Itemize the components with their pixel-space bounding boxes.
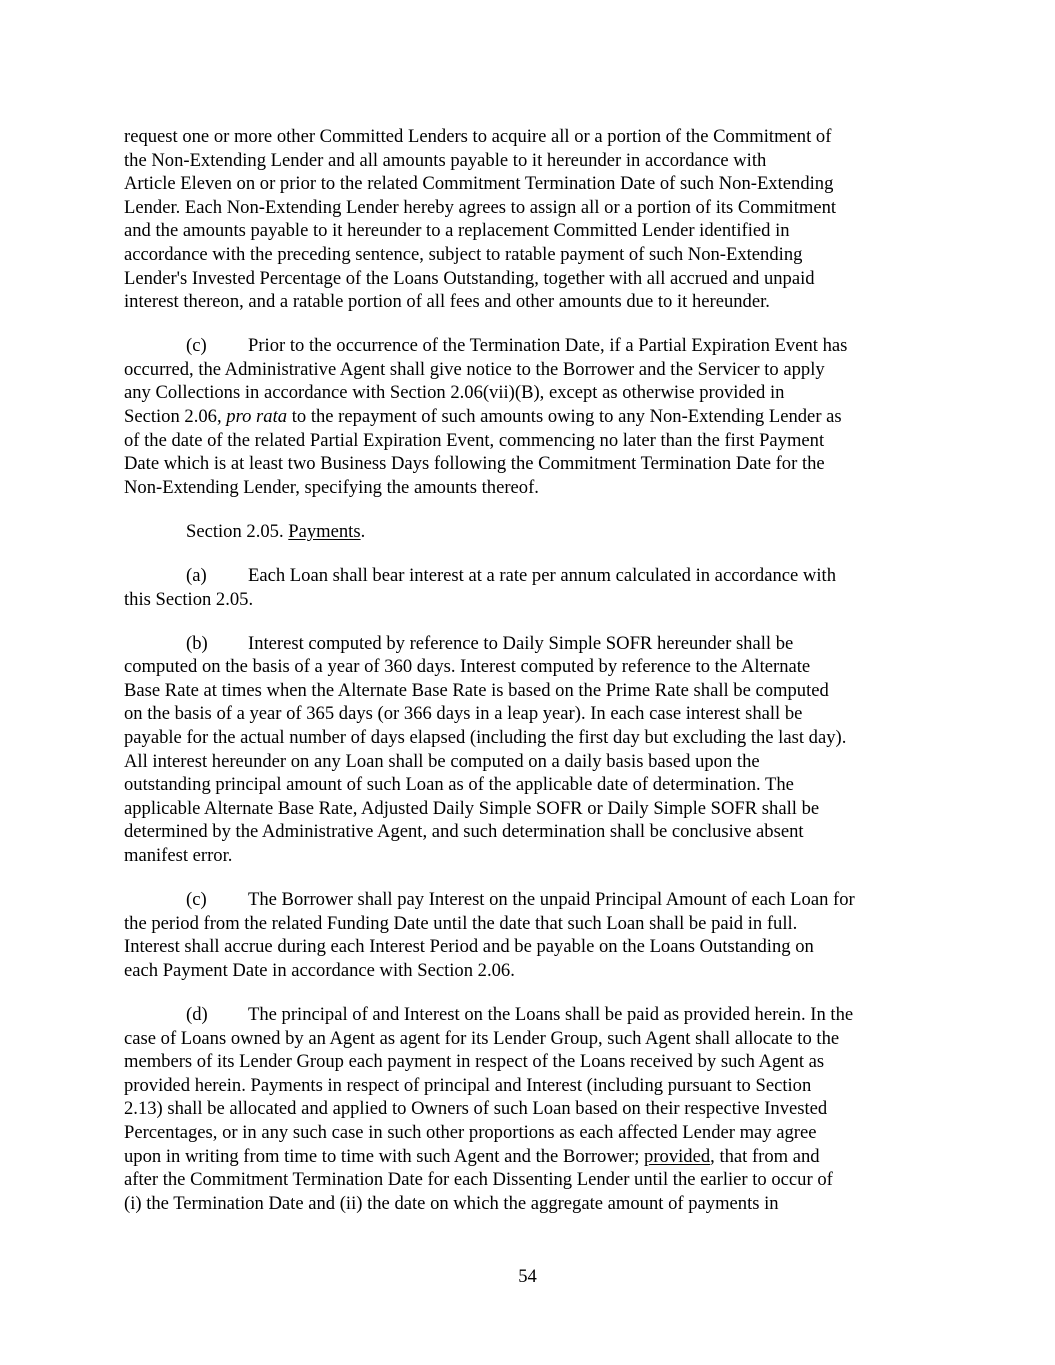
text-line: members of its Lender Group each payment in respect of the Loans received by such Agent as [124,1051,825,1073]
provided-term: provided [644,1145,711,1167]
text-line: on the basis of a year of 365 days (or 366 days in a leap year). In each case interest shall be [124,703,803,725]
text-line [124,632,932,656]
text-line [124,520,932,544]
text-line: All interest hereunder on any Loan shall be computed on a daily basis based upon the [124,750,760,772]
section-heading [124,520,932,544]
text-line: Percentages, or in any such case in such other proportions as each affected Lender may agree [124,1121,817,1143]
text-line: occurred, the Administrative Agent shall give notice to the Borrower and the Servicer to apply [124,358,825,380]
text-line [124,334,932,358]
paragraph-c [124,888,932,982]
text-line: Lender. Each Non-Extending Lender hereby agrees to assign all or a portion of its Commitment [124,196,837,218]
paragraph-marker: (d) [186,1004,208,1025]
section-number: Section 2.05. [186,520,289,542]
text-run: Prior to the occurrence of the Termination Date, if a Partial Expiration Event has [248,335,848,357]
continuation-paragraph [124,125,932,314]
text-line: accordance with the preceding sentence, subject to ratable payment of such Non-Extending [124,243,803,265]
text-line: this Section 2.05. [124,588,254,610]
paragraph-d [124,1003,932,1215]
text-line: manifest error. [124,845,233,867]
text-line: Article Eleven on or prior to the related Commitment Termination Date of such Non-Extending [124,173,834,195]
text-run: Each Loan shall bear interest at a rate per annum calculated in accordance with [248,565,836,586]
text-run: The principal of and Interest on the Loans shall be paid as provided herein. In the [248,1004,854,1025]
text-line: Interest shall accrue during each Interest Period and be payable on the Loans Outstanding on [124,936,814,958]
page-body [124,125,932,1215]
text-line: each Payment Date in accordance with Section 2.06. [124,959,515,981]
page-number: 54 [518,1266,537,1287]
text-line: applicable Alternate Base Rate, Adjusted Daily Simple SOFR or Daily Simple SOFR shall be [124,797,820,819]
text-line: of the date of the related Partial Expiration Event, commencing no later than the first Payment [124,429,825,451]
paragraph-marker: (a) [186,565,207,586]
text-line: Base Rate at times when the Alternate Base Rate is based on the Prime Rate shall be computed [124,679,829,701]
text-line: case of Loans owned by an Agent as agent for its Lender Group, such Agent shall allocate to the [124,1027,840,1049]
text-line: provided herein. Payments in respect of principal and Interest (including pursuant to Section [124,1074,812,1096]
text-line: (i) the Termination Date and (ii) the date on which the aggregate amount of payments in [124,1192,779,1214]
text-run: Interest computed by reference to Daily Simple SOFR hereunder shall be [248,632,794,654]
text-line: outstanding principal amount of such Loan as of the applicable date of determination. The [124,774,794,796]
text-line: after the Commitment Termination Date for each Dissenting Lender until the earlier to occur of [124,1169,833,1191]
text-run: Section 2.06, [124,406,227,428]
text-line [124,1145,932,1169]
text-line: request one or more other Committed Lenders to acquire all or a portion of the Commitment of [124,126,832,147]
text-line: interest thereon, and a ratable portion of all fees and other amounts due to it hereunder. [124,291,770,313]
text-line: computed on the basis of a year of 360 days. Interest computed by reference to the Alternate [124,656,811,678]
text-run: to the repayment of such amounts owing to any Non-Extending Lender as [287,406,842,428]
text-line: and the amounts payable to it hereunder to a replacement Committed Lender identified in [124,220,790,242]
paragraph-b [124,632,932,868]
text-line [124,1003,932,1027]
text-line: Non-Extending Lender, specifying the amounts thereof. [124,476,539,498]
italic-term: pro rata [226,406,288,428]
text-line [124,564,932,588]
paragraph-a [124,564,932,611]
text-line: Lender's Invested Percentage of the Loans Outstanding, together with all accrued and unpaid [124,267,815,289]
paragraph-marker: (c) [186,335,207,357]
text-line [124,405,932,429]
section-title-period: . [360,520,366,542]
text-run: upon in writing from time to time with such Agent and the Borrower; [124,1145,645,1167]
paragraph-2-04-c [124,334,932,499]
text-line: 2.13) shall be allocated and applied to Owners of such Loan based on their respective Invested [124,1098,828,1120]
text-run: , that from and [710,1145,820,1167]
text-line: determined by the Administrative Agent, and such determination shall be conclusive absent [124,821,804,843]
text-run: The Borrower shall pay Interest on the unpaid Principal Amount of each Loan for [248,889,855,911]
text-line: the period from the related Funding Date until the date that such Loan shall be paid in full. [124,912,798,934]
text-line: the Non-Extending Lender and all amounts payable to it hereunder in accordance with [124,149,767,171]
paragraph-marker: (c) [186,889,207,911]
text-line: any Collections in accordance with Section 2.06(vii)(B), except as otherwise provided in [124,382,785,404]
section-title: Payments [288,520,361,542]
text-line [124,888,932,912]
paragraph-marker: (b) [186,632,208,654]
text-line: payable for the actual number of days elapsed (including the first day but excluding the last day). [124,727,847,749]
text-line: Date which is at least two Business Days following the Commitment Termination Date for the [124,453,825,475]
